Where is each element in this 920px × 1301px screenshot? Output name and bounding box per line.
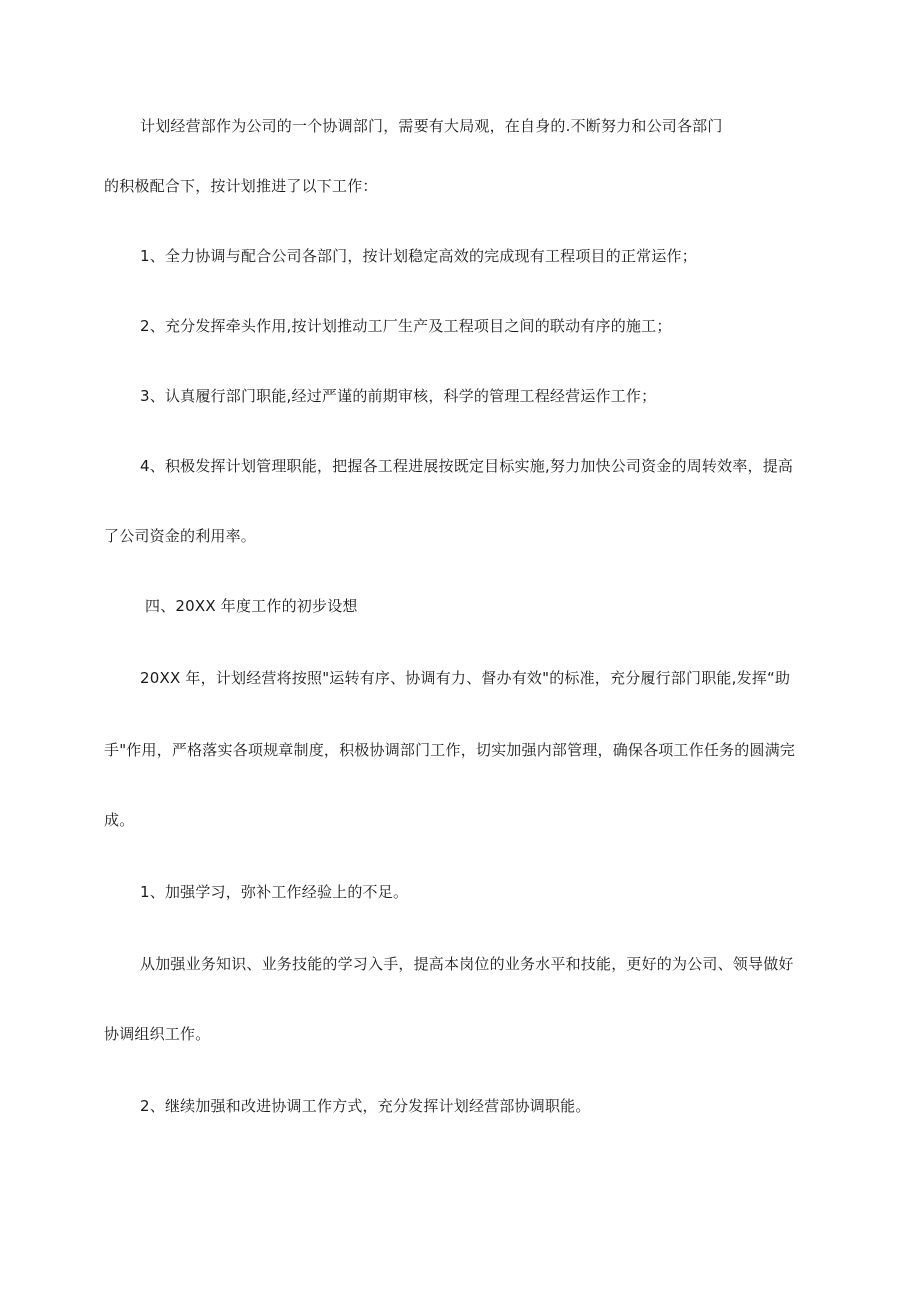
plan-paragraph-line-3: 成。 bbox=[104, 811, 135, 829]
plan-item-1-title: 1、加强学习，弥补工作经验上的不足。 bbox=[140, 883, 409, 901]
plan-paragraph-line-1: 20XX 年，计划经营将按照"运转有序、协调有力、督办有效"的标准，充分履行部门职能,发挥“助 bbox=[140, 669, 791, 687]
paragraph-intro-line-2: 的积极配合下，按计划推进了以下工作： bbox=[104, 177, 378, 195]
plan-item-1-body-line-1: 从加强业务知识、业务技能的学习入手，提高本岗位的业务水平和技能，更好的为公司、领导做好 bbox=[140, 955, 794, 973]
item-2-line: 2、充分发挥牵头作用,按计划推动工厂生产及工程项目之间的联动有序的施工； bbox=[140, 317, 672, 335]
item-3-line: 3、认真履行部门职能,经过严谨的前期审核，科学的管理工程经营运作工作； bbox=[140, 387, 657, 405]
paragraph-intro-line-1: 计划经营部作为公司的一个协调部门，需要有大局观，在自身的.不断努力和公司各部门 bbox=[140, 117, 723, 135]
plan-item-2-title: 2、继续加强和改进协调工作方式，充分发挥计划经营部协调职能。 bbox=[140, 1097, 591, 1115]
item-1-line: 1、全力协调与配合公司各部门，按计划稳定高效的完成现有工程项目的正常运作； bbox=[140, 247, 697, 265]
plan-paragraph-line-2: 手"作用，严格落实各项规章制度，积极协调部门工作，切实加强内部管理，确保各项工作任务的圆满完 bbox=[104, 741, 796, 759]
item-4-line-1: 4、积极发挥计划管理职能，把握各工程进展按既定目标实施,努力加快公司资金的周转效率，提高 bbox=[140, 457, 794, 475]
plan-item-1-body-line-2: 协调组织工作。 bbox=[104, 1025, 211, 1043]
item-4-line-2: 了公司资金的利用率。 bbox=[104, 527, 257, 545]
section-heading: 四、20XX 年度工作的初步设想 bbox=[145, 597, 358, 615]
